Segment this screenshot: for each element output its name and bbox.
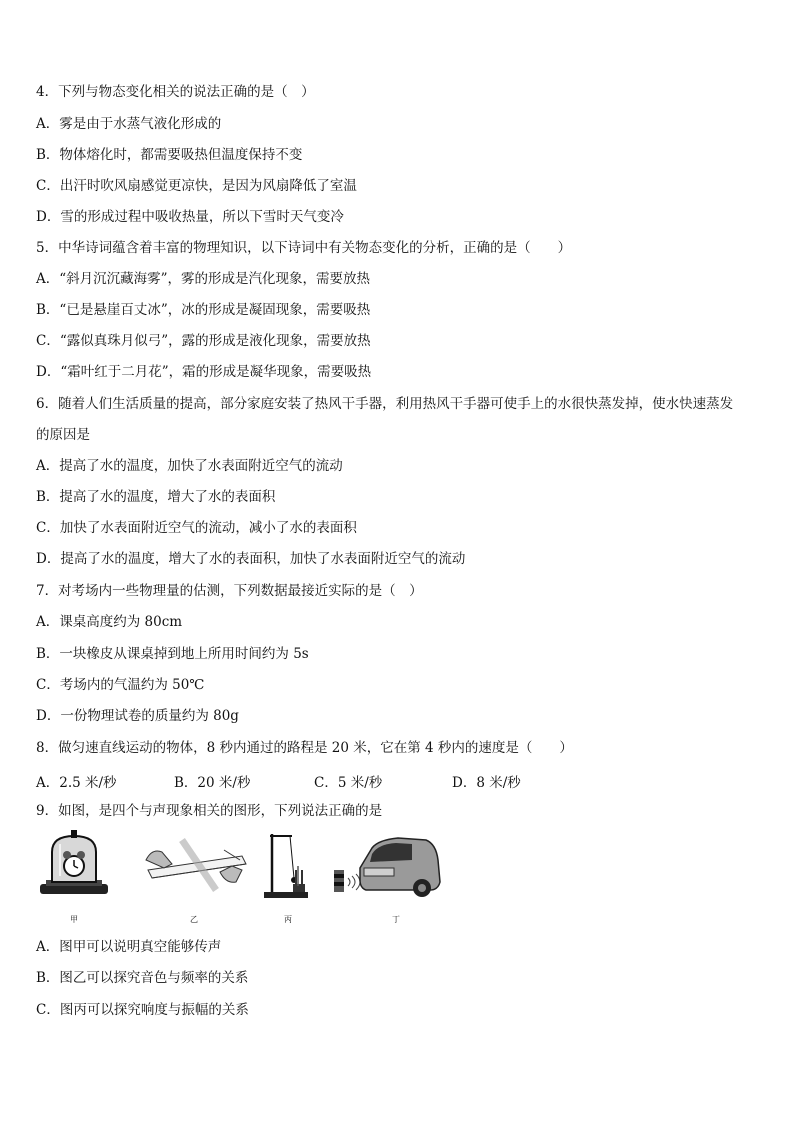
q5-option-a: A．“斜月沉沉藏海雾”，雾的形成是汽化现象，需要放热 <box>36 271 371 287</box>
q7-option-a: A．课桌高度约为 80cm <box>36 614 183 630</box>
q5-option-c: C．“露似真珠月似弓”，露的形成是液化现象，需要放热 <box>36 333 371 349</box>
tuning-fork-figure <box>260 830 316 902</box>
q7-stem: 7．对考场内一些物理量的估测，下列数据最接近实际的是（ ） <box>36 583 423 599</box>
q4-option-a: A．雾是由于水蒸气液化形成的 <box>36 116 222 132</box>
q8-option-c: C．5 米/秒 <box>314 775 383 791</box>
q9-stem: 9．如图，是四个与声现象相关的图形，下列说法正确的是 <box>36 803 383 819</box>
q4-option-d: D．雪的形成过程中吸收热量，所以下雪时天气变冷 <box>36 209 344 225</box>
q4-option-c: C．出汗时吹风扇感觉更凉快，是因为风扇降低了室温 <box>36 178 357 194</box>
q8-option-b: B．20 米/秒 <box>174 775 251 791</box>
q5-option-b: B．“已是悬崖百丈冰”，冰的形成是凝固现象，需要吸热 <box>36 302 371 318</box>
q7-option-b: B．一块橡皮从课桌掉到地上所用时间约为 5s <box>36 646 309 662</box>
q7-option-c: C．考场内的气温约为 50℃ <box>36 677 205 693</box>
q9-figures <box>34 830 454 926</box>
q8-option-a: A．2.5 米/秒 <box>36 775 117 791</box>
q8-option-d: D．8 米/秒 <box>452 775 521 791</box>
q9-option-b: B．图乙可以探究音色与频率的关系 <box>36 970 249 986</box>
q6-stem-line2: 的原因是 <box>36 427 90 443</box>
q6-stem-line1: 6．随着人们生活质量的提高，部分家庭安装了热风干手器，利用热风干手器可使手上的水很快蒸发掉，使水快速蒸发 <box>36 396 734 412</box>
q8-options-row <box>36 771 656 789</box>
q9-option-c: C．图丙可以探究响度与振幅的关系 <box>36 1002 249 1018</box>
bell-jar-figure <box>38 830 112 902</box>
q4-stem: 4．下列与物态变化相关的说法正确的是（ ） <box>36 84 315 100</box>
q6-option-b: B．提高了水的温度，增大了水的表面积 <box>36 489 276 505</box>
q9-option-a: A．图甲可以说明真空能够传声 <box>36 939 222 955</box>
car-figure <box>332 830 444 902</box>
q8-stem: 8．做匀速直线运动的物体，8 秒内通过的路程是 20 米，它在第 4 秒内的速度是（ ） <box>36 740 573 756</box>
q5-option-d: D．“霜叶红于二月花”，霜的形成是凝华现象，需要吸热 <box>36 364 372 380</box>
figure-label-ding: 丁 <box>392 915 400 924</box>
q6-option-c: C．加快了水表面附近空气的流动，减小了水的表面积 <box>36 520 357 536</box>
figure-label-jia: 甲 <box>70 915 78 924</box>
figure-label-bing: 丙 <box>284 915 292 924</box>
ruler-figure <box>142 830 252 902</box>
q5-stem: 5．中华诗词蕴含着丰富的物理知识，以下诗词中有关物态变化的分析，正确的是（ ） <box>36 240 572 256</box>
figure-label-yi: 乙 <box>190 915 198 924</box>
q4-option-b: B．物体熔化时，都需要吸热但温度保持不变 <box>36 147 303 163</box>
q6-option-a: A．提高了水的温度，加快了水表面附近空气的流动 <box>36 458 343 474</box>
q6-option-d: D．提高了水的温度，增大了水的表面积，加快了水表面附近空气的流动 <box>36 551 466 567</box>
q7-option-d: D．一份物理试卷的质量约为 80g <box>36 708 239 724</box>
